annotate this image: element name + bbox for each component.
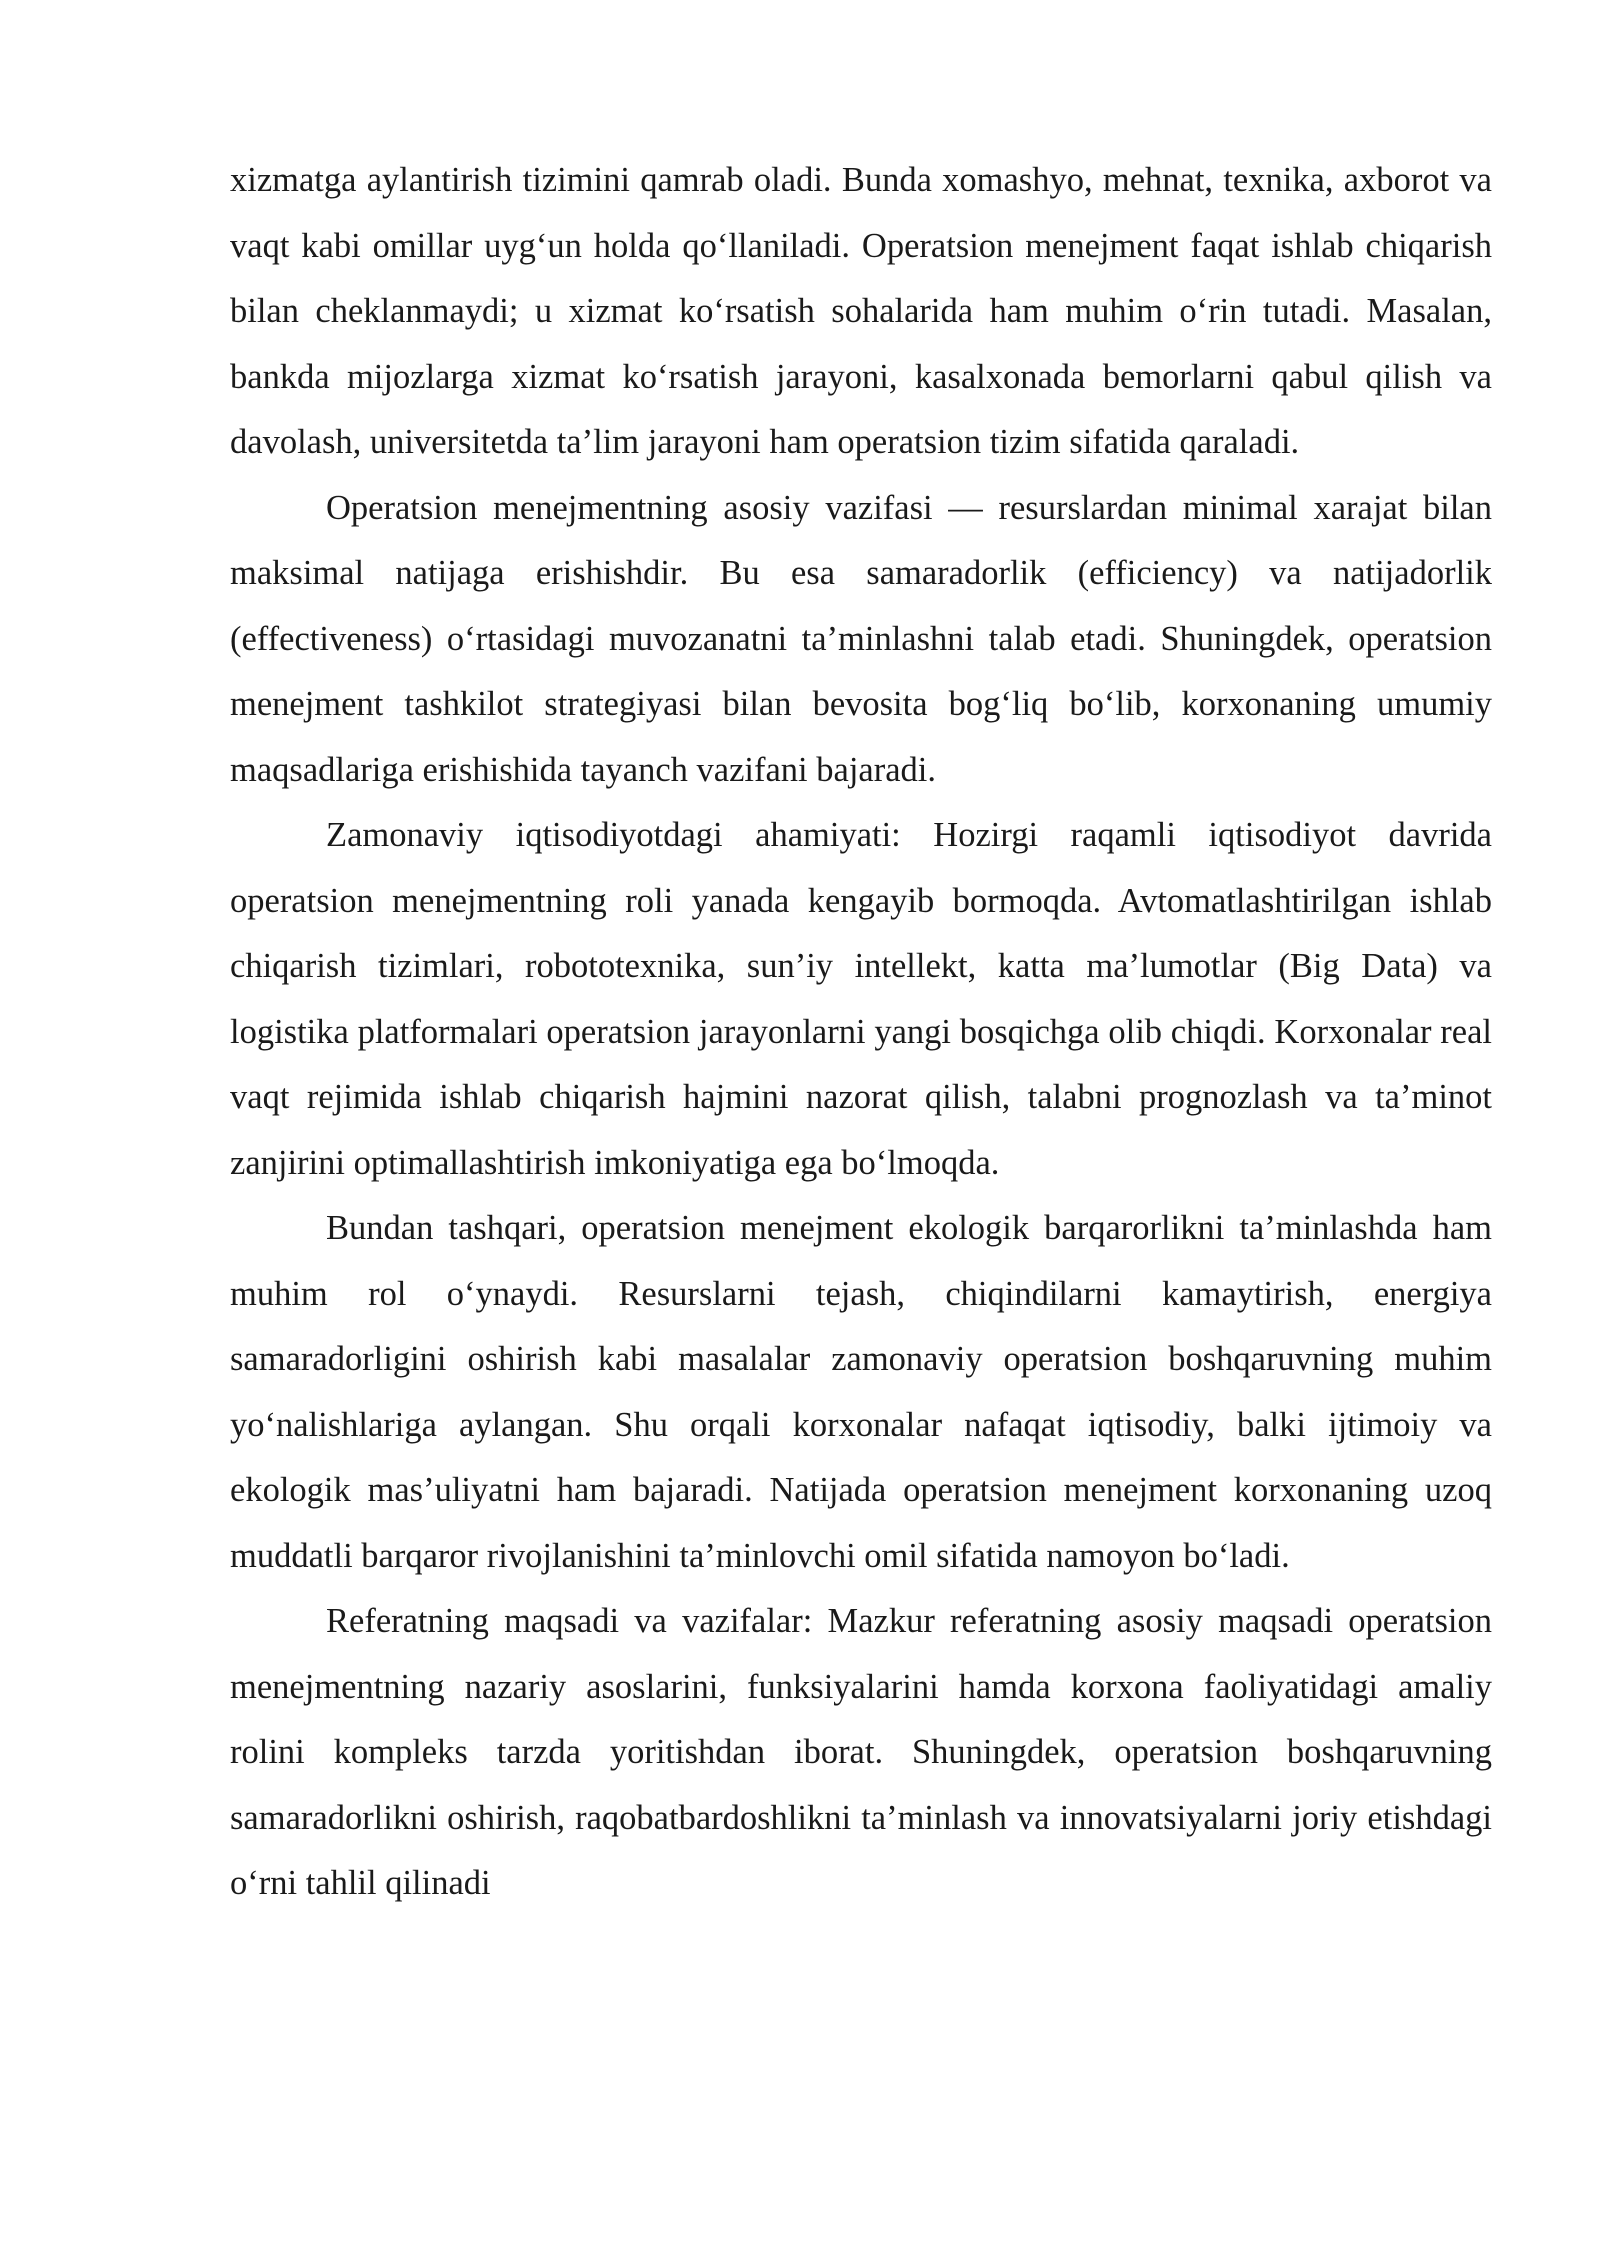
paragraph-1: xizmatga aylantirish tizimini qamrab oladi. Bunda xomashyo, mehnat, texnika, axborot va vaqt kabi omillar uyg‘un holda qo‘llaniladi. Operatsion menejment faqat ishlab chiqarish bilan cheklanmaydi; u xizmat ko‘rsatish sohalarida ham muhim o‘rin tutadi. Masalan, bankda mijozlarga xizmat ko‘rsatish jarayoni, kasalxonada bemorlarni qabul qilish va davolash, universitetda ta’lim jarayoni ham operatsion tizim sifatida qaraladi. [230, 161, 1492, 461]
body-text [230, 148, 1492, 1917]
paragraph-5: Referatning maqsadi va vazifalar: Mazkur referatning asosiy maqsadi operatsion menejmentning nazariy asoslarini, funksiyalarini hamda korxona faoliyatidagi amaliy rolini kompleks tarzda yoritishdan iborat. Shuningdek, operatsion boshqaruvning samaradorlikni oshirish, raqobatbardoshlikni ta’minlash va innovatsiyalarni joriy etishdagi o‘rni tahlil qilinadi [230, 1602, 1492, 1902]
paragraph-3: Zamonaviy iqtisodiyotdagi ahamiyati: Hozirgi raqamli iqtisodiyot davrida operatsion menejmentning roli yanada kengayib bormoqda. Avtomatlashtirilgan ishlab chiqarish tizimlari, robototexnika, sun’iy intellekt, katta ma’lumotlar (Big Data) va logistika platformalari operatsion jarayonlarni yangi bosqichga olib chiqdi. Korxonalar real vaqt rejimida ishlab chiqarish hajmini nazorat qilish, talabni prognozlash va ta’minot zanjirini optimallashtirish imkoniyatiga ega bo‘lmoqda. [230, 816, 1492, 1182]
paragraph-2: Operatsion menejmentning asosiy vazifasi — resurslardan minimal xarajat bilan maksimal natijaga erishishdir. Bu esa samaradorlik (efficiency) va natijadorlik (effectiveness) o‘rtasidagi muvozanatni ta’minlashni talab etadi. Shuningdek, operatsion menejment tashkilot strategiyasi bilan bevosita bog‘liq bo‘lib, korxonaning umumiy maqsadlariga erishishida tayanch vazifani bajaradi. [230, 488, 1492, 789]
paragraph-4: Bundan tashqari, operatsion menejment ekologik barqarorlikni ta’minlashda ham muhim rol o‘ynaydi. Resurslarni tejash, chiqindilarni kamaytirish, energiya samaradorligini oshirish kabi masalalar zamonaviy operatsion boshqaruvning muhim yo‘nalishlariga aylangan. Shu orqali korxonalar nafaqat iqtisodiy, balki ijtimoiy va ekologik mas’uliyatni ham bajaradi. Natijada operatsion menejment korxonaning uzoq muddatli barqaror rivojlanishini ta’minlovchi omil sifatida namoyon bo‘ladi. [230, 1209, 1492, 1575]
